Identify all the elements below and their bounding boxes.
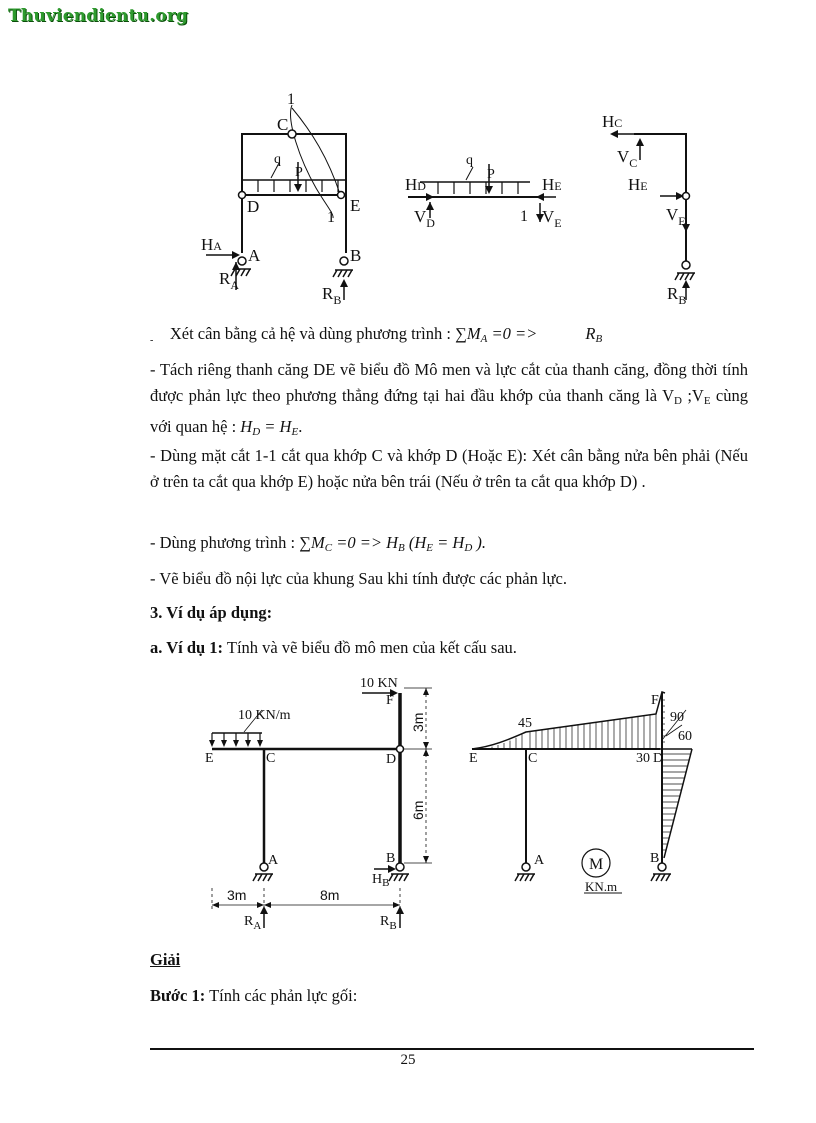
tie-section-mark: 1 [520, 208, 528, 225]
moment-node-e: E [469, 751, 478, 766]
paragraph-sum-ma: $_-$ Xét cân bằng cả hệ và dùng phương trình : ∑MA =0 => RB [150, 324, 603, 346]
right-hc-label: HC [602, 112, 623, 131]
section-mark-top: 1 [287, 91, 295, 108]
reaction-ra-label: $R_A$ [244, 914, 262, 932]
tie-ve-label: $V_E$ [542, 207, 562, 230]
dimension-8m: 8m [320, 887, 340, 903]
moment-node-f: F [651, 693, 659, 708]
page-number: 25 [400, 1052, 416, 1068]
solution-title: Giải [150, 950, 181, 969]
tie-he-label: HE [542, 175, 562, 194]
moment-value-30: 30 [636, 751, 650, 766]
moment-symbol: M [589, 856, 604, 873]
distributed-load-label: 10 KN/m [238, 708, 291, 723]
dimension-3m-horizontal: 3m [227, 887, 247, 903]
support-a-label: A [248, 246, 261, 265]
right-ve-label: $V_E$ [666, 205, 686, 228]
load-p-label: P [295, 165, 303, 180]
tie-p-label: P [487, 167, 495, 182]
hinge-d-label: D [247, 197, 260, 216]
hinge-e-label: E [350, 196, 361, 215]
moment-node-d: D [653, 751, 664, 766]
reaction-hb-label: $H_B$ [372, 872, 390, 889]
load-q-label: q [274, 152, 281, 167]
section-mark-bottom: 1 [327, 209, 335, 226]
support-b-label: B [350, 246, 362, 265]
section-heading: 3. Ví dụ áp dụng: [150, 603, 273, 622]
moment-value-60: 60 [678, 729, 692, 744]
node-d-label: D [386, 752, 397, 767]
example-frame-figure [0, 660, 816, 940]
moment-value-90: 90 [670, 710, 684, 725]
example-intro: a. Ví dụ 1: Tính và vẽ biểu đồ mô men của kết cấu sau. [150, 638, 517, 657]
hinge-c-label: C [277, 115, 289, 134]
right-vc-label: $V_C$ [617, 147, 638, 170]
paragraph-draw-diagram: - Vẽ biểu đồ nội lực của khung Sau khi tính được các phản lực. [150, 569, 567, 588]
moment-node-b: B [650, 851, 660, 866]
footer-rule [150, 1048, 754, 1050]
node-f-label: F [386, 693, 394, 708]
moment-node-a: A [534, 853, 545, 868]
right-rb-label: $R_B$ [667, 284, 687, 307]
paragraph-sum-mc: - Dùng phương trình : ∑MC =0 => HB (HE = HD ). [150, 533, 487, 554]
three-hinged-frame-figure [0, 0, 816, 320]
tie-q-label: q [466, 153, 473, 168]
moment-hatching [480, 700, 691, 850]
reaction-rb-label: $R_B$ [380, 914, 397, 932]
step-1: Bước 1: Tính các phản lực gối: [150, 986, 358, 1005]
point-load-label: 10 KN [360, 676, 398, 691]
node-b-label: B [386, 851, 396, 866]
paragraph-section-cut: - Dùng mặt cắt 1-1 cắt qua khớp C và khớp D (Hoặc E): Xét cân bằng nửa bên phải (Nếu ở trên ta cắt qua khớp E) hoặc nửa bên trái (Nếu ở trên ta cắt qua khớp D) . [150, 446, 748, 491]
node-e-label: E [205, 751, 214, 766]
tie-hd-label: HD [405, 175, 426, 194]
reaction-ha-label: HA [201, 235, 222, 254]
dimension-3m-vertical: 3m [410, 712, 426, 732]
site-logo[interactable]: Thuviendientu.org [8, 6, 189, 26]
paragraph-tie-de: - Tách riêng thanh căng DE vẽ biểu đồ Mô men và lực cắt của thanh căng, đồng thời tính được phản lực theo phương thẳng đứng tại hai đầu khớp của thanh căng là VD ;VE cùng với quan hệ : HD = HE. [150, 360, 749, 438]
moment-value-45: 45 [518, 716, 532, 731]
node-a-label: A [268, 853, 279, 868]
dimension-6m: 6m [410, 800, 426, 820]
moment-node-c: C [528, 751, 538, 766]
tie-vd-label: $V_D$ [414, 207, 435, 230]
reaction-ra-label: $R_A$ [219, 269, 240, 292]
reaction-rb-label: $R_B$ [322, 284, 342, 307]
node-c-label: C [266, 751, 276, 766]
moment-unit: KN.m [585, 879, 618, 894]
right-he-label: HE [628, 175, 648, 194]
